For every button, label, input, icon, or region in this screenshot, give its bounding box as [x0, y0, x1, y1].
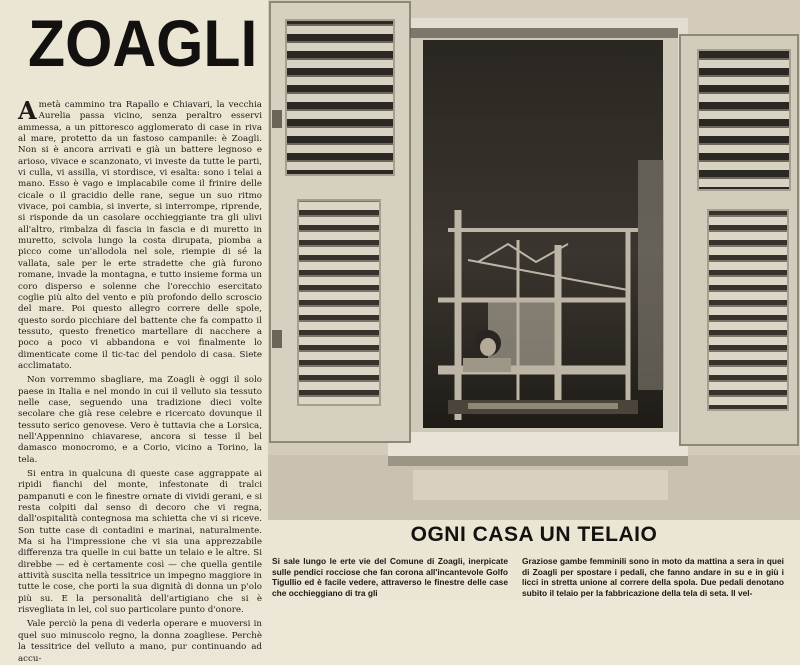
drop-cap: A — [18, 96, 37, 125]
article-body — [18, 96, 262, 664]
body-paragraph-4: Vale perciò la pena di vederla operare e muoversi in quel suo minuscolo regno, la donna zoagliese. Perchè la tessitrice del velluto a mano, pur continuando ad accu- — [18, 619, 262, 664]
photo-headline: OGNI CASA UN TELAIO — [410, 523, 658, 546]
left-shutter — [270, 2, 410, 442]
photo-caption-left: Si sale lungo le erte vie del Comune di Zoagli, inerpicate sulle pendici rocciose che fan corona all'incantevole Golfo Tigullio ed è facile vedere, attraverso le finestre delle case che occhieggiano di tra gli — [272, 556, 508, 598]
body-paragraph-1: Ametà cammino tra Rapallo e Chiavari, la vecchia Aurelia passa vicino, senza peraltro esservi ammessa, a un pittoresco agglomerato di case in riva al mare, protetto da un fastoso campanile: è Zoagli. Non si è ancora arrivati e già un battere legnoso e arioso, vivace e scanzonato, vi investe da tutte le parti, vi culla, vi assilla, vi stordisce, vi esalta: sono i telai a mano. Esso è vago e implacabile come il frinire delle cicale o il gracidio delle rane, segue un suo ritmo vivace, poi cambia, si inverte, si interrompe, riprende, si risponde da un casolare occhieggiante tra gli ulivi all'altro, rimbalza di fascia in fascia e di muretto in muretto, scivola lungo la costa dirupata, piomba a picco come un'allodola nel sole, riempie di sé la vallata, sale per le erte stradette che già furono romane, invade la montagna, e tutto insieme forma un coro disperso e solenne che l'orecchio esercitato coglie più alto del vento e più profondo dello scroscio del mare. Poi questo allegro correre delle spole, questo sordo picchiare del battente che fa compatto il tessuto, questo frenetico martellare di nacchere a poco a poco vi abbandona e voi finalmente lo dimenticate come il tic-tac del pendolo di casa. Siete acclimatato. — [18, 96, 262, 371]
window-loom-photo — [268, 0, 800, 520]
body-paragraph-2: Non vorremmo sbagliare, ma Zoagli è oggi il solo paese in Italia e nel mondo in cui il velluto sia tessuto nelle case, seguendo una tradizione dieci volte secolare che già rese celebre e ricercato dovunque il tessuto serico genovese. Vero è tuttavia che a Lorsica, nell'Appennino chiavarese, ancora si tesse il bel damasco monocromo, e a Corio, vicino a Torino, la tela. — [18, 375, 262, 465]
body-paragraph-3: Si entra in qualcuna di queste case aggrappate ai ripidi fianchi del monte, infestonate di tralci pampanuti e con le finestre ornate di vividi gerani, e si resta colpiti dal senso di decoro che vi regna, dall'ospitalità contegnosa ma schietta che vi si riceve. Son tutte case di contadini e marinai, naturalmente. Ma si ha l'impressione che vi sia una apprezzabile differenza tra quelle in cui batte un telaio e le altre. Si direbbe — ed è certamente così — che quella gentile attività suscita nella tessitrice un impegno maggiore in tutte le cose, che porti la sua dignità di donna un p'olo più su. E la personalità dell'artigiano che si è risvegliata in lei, col suo particolare punto d'onore. — [18, 469, 262, 616]
article-title: ZOAGLI — [28, 6, 258, 80]
photo-caption-right: Graziose gambe femminili sono in moto da mattina a sera in quei di Zoagli per spostare i pedali, che fanno andare in su e in giù i licci in stretta unione al correre della spola. Due pedali denotano subito il telaio per la fabbricazione della tela di seta. Il vel- — [522, 556, 784, 598]
right-shutter — [680, 35, 798, 445]
photo-illustration — [268, 0, 800, 520]
